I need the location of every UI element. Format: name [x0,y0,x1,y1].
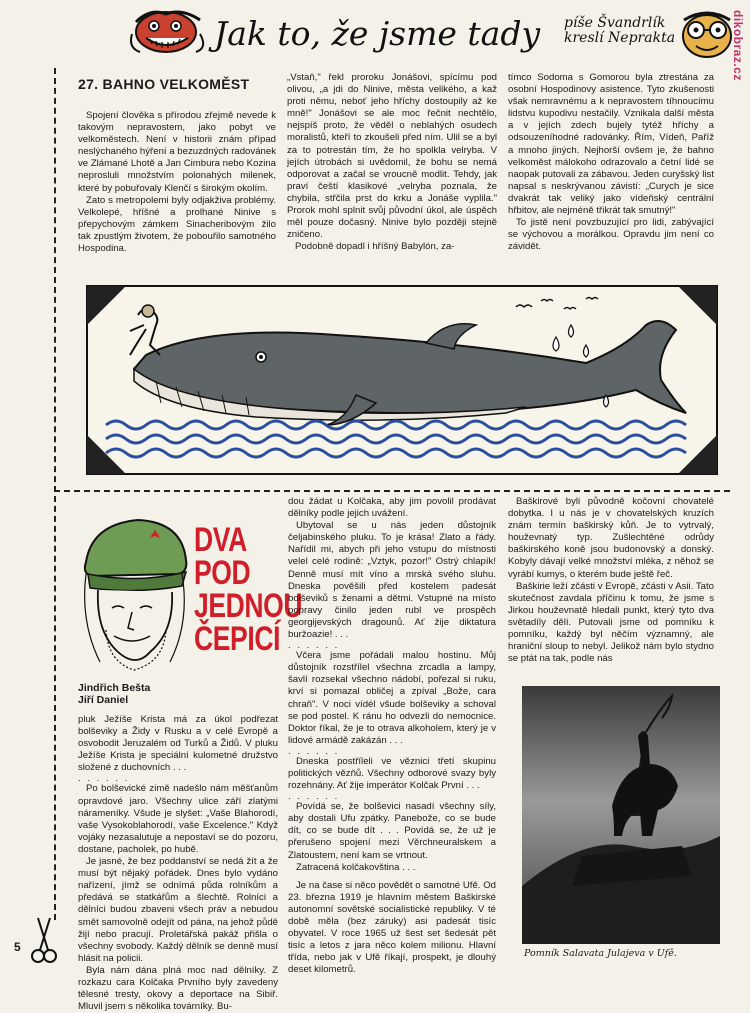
article2-ellipsis: . . . . . . [288,640,340,652]
credit-author: píše Švandrlík [564,15,666,31]
article2-authors [78,682,150,706]
article2-paragraph: Je na čase si něco povědět o samotné Ufě. Od 23. března 1919 je hlavním městem Baškirské autonomní sovětské socialistické republiky. V té době měla (bez záruky) asi padesát tisíc obyvatel. V roce 1965 už šest set šedesát pět tisíc a letos z jara něco kolem milionu. Hlavní třída, nebo jak v Ufě říkají, prospekt, je dlouhý deset kilometrů. [288,879,496,976]
article1-paragraph: Spojení člověka s přírodou zřejmě nevede k takovým nepravostem, jako pobyt ve velkoměstech. Není v historii znám případ neslýchaného hýření a bezuzdných radovánek ve Zlámané Lhotě a Jan Cimbura nebo Kozina neprosluli množstvím polonahých milenek, které by pobuřovaly Klenčí s širokým okolím. [78,110,276,194]
article1-title: 27. BAHNO VELKOMĚST [78,76,250,92]
article2-paragraph: Po bolševické zimě nadešlo nám měšťanům opravdové jaro. Všechny ulice září zlatými nárameníky. Všude je slyšet: „Vaše Blahorodí, vaše Vysokoblahorodí, vaše Excelence." Když vojáky nezasalutuje a nepostaví se do pozoru, dostane, pacholek, po hubě. [78,783,278,855]
caricature-face-right-icon [678,8,736,60]
article2-ellipsis: . . . . . . [288,745,340,757]
article1-paragraph: Zato s metropolemi byly odjakživa problémy. Velkolepé, hříšné a prolhané Ninive s přepychovým zámkem Sinacheribovým žilo tak zpustlým životem, že pobouřilo samotného Hospodina. [78,194,276,255]
article2-column-1 [78,714,278,1013]
whale-illustration [86,285,718,475]
article2-paragraph: Ubytoval se u nás jeden důstojník čeljabinského pluku. To je krása! Zlato a řády. Nařídil mi, abych při jeho vstupu do místnosti velel celé rodině: „Vztyk, pozor!" Ostrý chlapík! Denně musí mít víno a mrská svého sluhu. Dneska pověšili před kostelem padesát bolševiků s ženami a dětmi. Vstupné na místo popravy činilo jeden rubl ve prospěch georgijevských dragounů. Ať žije diktatura buržoazie! . . . [288,520,496,641]
article1-column-1 [78,110,276,255]
article2-title [194,521,303,658]
article2-paragraph: Baškirie leží zčásti v Evropě, zčásti v Asii. Tato skutečnost zavdala příčinu k tomu, že jsme s Jirkou houževnatě hledali punkt, který tyto dva světadíly dělí. Putovali jsme od pomníku k pomníku, každý byl něčím významný, ale hraniční sloup to nebyl. Jelikož nám bylo stydno se ptát na tak, podle nás [508,580,714,665]
article2-column-2 [288,496,496,976]
author-name: Jiří Daniel [78,694,129,706]
article2-paragraph: Zatracená kolčakovština . . . [296,861,416,873]
site-watermark: dikobraz.cz [731,10,745,81]
monument-photo [522,686,720,944]
article2-paragraph: Byla nám dána plná moc nad dělníky. Z rozkazu cara Kolčaka Prvního byly zavedeny tělesné tresty, okovy a deportace na Sibiř. Mluvil jsem s několika továrníky. Bu- [78,964,278,1013]
cut-line-vertical [54,68,56,920]
article2-paragraph: Včera jsme pořádali malou hostinu. Můj důstojník rozstřílel všechna zrcadla a lampy, šavlí rozsekal všechno nádobí, pořezal si ruku, krví si pomazal obličej a zpíval „Bože, cara chraň". V noci vídél všude bolševiky a schoval se pod postel. K ránu ho odvezli do nemocnice. Doktor říkal, že je to otrava alkoholem, který je v lidové armádě zakázán . . . [288,650,496,746]
two-men-cap-illustration [78,512,190,677]
article2-paragraph: pluk Ježíše Krista má za úkol podřezat bolševiky a Židy v Rusku a v celé Evropě a osvobodit Jeruzalém od Turků a Židů. V pluku Ježíše Krista je speciální kulometné družstvo složené z duchovních . . . [78,714,278,774]
header-credits [564,16,675,46]
article2-ellipsis: . . . . . . [288,791,340,803]
caricature-face-left-icon [130,8,208,58]
article1-paragraph: Podobně dopadl i hříšný Babylón, za- [295,241,455,253]
header-banner [130,8,740,60]
article2-paragraph: Baškirové byli původně kočovní chovatelé dobytka. I u nás je v chovatelských kruzích znám termín baškirský kůň. Je to vytrvalý, houževnatý typ. Zušlechtěné odrůdy baškirského koně jsou budonovský a donský. Kobyly dávají velké množství mléka, z něhož se vyrábí kumys, o kterém bude ještě řeč. [508,496,714,580]
article2-title-line: POD [194,554,251,592]
photo-caption: Pomník Salavata Julajeva v Ufě. [524,948,677,959]
article1-paragraph: „Vstaň," řekl proroku Jonášovi, spícímu pod olivou, „a jdi do Ninive, města velikého, a kaž proti němu, neboť jeho hříchy dostoupily až ke mně!" Jonášovi se ale moc řečnit nechtělo, nejspíš proto, že věděl o neblahých osudech moralistů, kteří to zkoušeli před ním. Ulil se a byl za to potrestán tím, že ho spolkla velryba. V jejích útrobách si uvědomil, že bohu se nemá odporovat a začal se vroucně modlit. Tehdy, jak praví čeští klasikové „velryba poznala, že chybila, střčila prst do krku a Jonáše vyplila." Prorok mohl splnit svůj původní úkol, ale úspěch měl pouze dočasný. Ninive bylo později stejně zničeno. [287,72,497,241]
cut-line-horizontal [54,490,730,492]
author-name: Jindřich Bešta [78,682,151,694]
article2-paragraph: Povídá se, že bolševici nasadí všechny síly, aby dostali Ufu zpátky. Panebože, co se bude dít, co se bude dít . . . Povídá se, že už je přerušeno spojení mezi Věrchneuralskem a Zlatoustem, není kam se vrtnout. [288,801,496,861]
article2-title-line: DVA [194,521,247,559]
article2-paragraph: dou žádat u Kolčaka, aby jim povolil prodávat dělníky podle jejich uvážení. [288,496,496,520]
article2-paragraph: Dneska postříleli ve věznici třetí skupinu politických vězňů. Všechny odborové svazy byly rozehnány. Ať žije imperátor Kolčak První . . . [288,755,496,792]
article1-column-2 [287,72,497,253]
article1-paragraph: To jistě není povzbuzující pro lidi, zabývající se výchovou a morálkou. Opravdu jim není co závidět. [508,217,714,253]
article2-ellipsis: . . . . . . [78,773,130,785]
article2-column-3 [508,496,714,665]
article2-paragraph: Je jasné, že bez poddanství se nedá žít a že musí být nějaký pořádek. Dnes bylo vydáno nařízení, jímž se odnímá půda rolníkům a předává se statkářům a šlechtě. Rolníci a dělníci budou zbaveni všech práv a nebudou smět samovolně odejít od pána, na jehož půdě žijí nebo pracují. Proletářská pakáž přišla o všechny svobody. Každý dělník se denně musí hlásit na policii. [78,856,278,964]
article1-paragraph: tímco Sodoma s Gomorou byla ztrestána za osobní Hospodinovy asistence. Tyto zkušenosti však nemravnému a k nepravostem tíhnoucímu lidstvu kupodivu nestačily. Vznikala další města a v jejích zdech bujely tytéž hříchy a odsouzeníhodné radovánky. Řím, Vídeň, Paříž a mnoho jiných. Nejhorší ovšem je, že bahno velkoměst málokoho odrazovalo a četní lidé se naopak putovali za zábavou. Jeden curyšský list napsal s neskrývanou závistí: „Curych je sice dvakrát tak veliký jako vídeňský centrální hřbitov, ale nejméně třikrát tak smutný!" [508,72,714,217]
article1-column-3 [508,72,714,253]
header-title: Jak to, že jsme tady [214,14,541,53]
article2-title-line: JEDNOU [194,587,303,625]
page-number: 5 [14,940,21,954]
article2-title-line: ČEPICÍ [194,620,281,658]
scissors-icon [30,914,58,966]
credit-illustrator: kreslí Neprakta [564,30,676,46]
